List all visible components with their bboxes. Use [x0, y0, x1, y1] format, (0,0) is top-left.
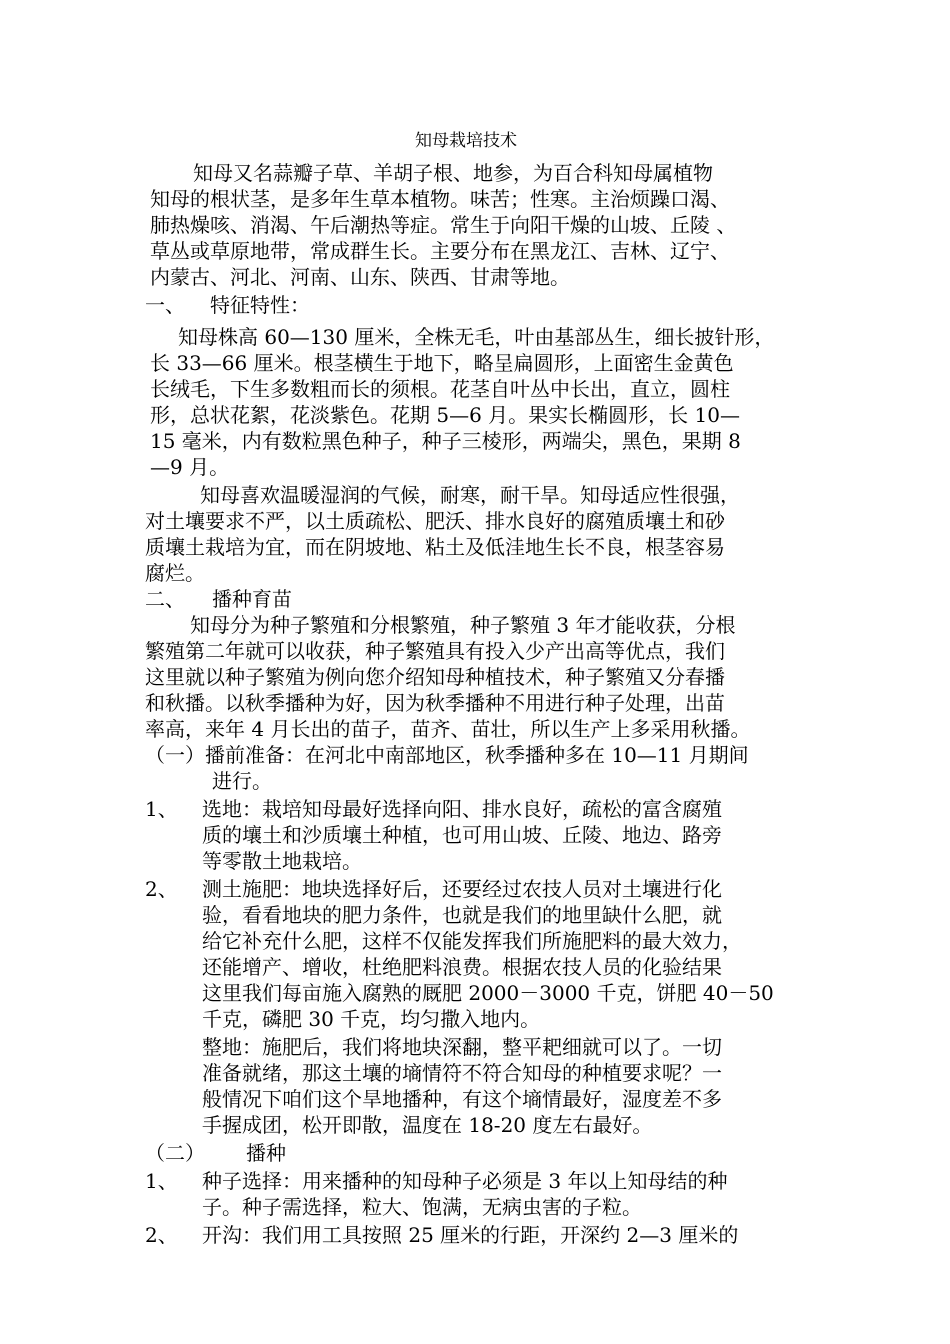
document-title: 知母栽培技术: [415, 131, 517, 151]
intro-line: 草丛或草原地带，常成群生长。主要分布在黑龙江、吉林、辽宁、: [150, 239, 730, 263]
list-item-line: 子。种子需选择，粒大、饱满，无病虫害的子粒。: [202, 1195, 642, 1219]
subsection-heading: 播种: [246, 1141, 286, 1165]
list-item-line: 还能增产、增收，杜绝肥料浪费。根据农技人员的化验结果: [202, 955, 722, 979]
intro-line: 肺热燥咳、消渴、午后潮热等症。常生于向阳干燥的山坡、丘陵 、: [150, 213, 737, 237]
body-line: —9 月。: [150, 455, 230, 479]
body-line: 繁殖第二年就可以收获，种子繁殖具有投入少产出高等优点，我们: [145, 639, 725, 663]
subsection-line: （一）播前准备：在河北中南部地区，秋季播种多在 10—11 月期间: [145, 743, 749, 767]
list-item-line: 测土施肥：地块选择好后，还要经过农技人员对土壤进行化: [202, 877, 722, 901]
list-item-line: 选地：栽培知母最好选择向阳、排水良好，疏松的富含腐殖: [202, 797, 722, 821]
list-number: 2、: [145, 1223, 178, 1247]
body-line: 般情况下咱们这个旱地播种，有这个墒情最好，湿度差不多: [202, 1087, 722, 1111]
body-line: 15 毫米，内有数粒黑色种子，种子三棱形，两端尖，黑色，果期 8: [150, 429, 741, 453]
intro-line: 知母又名蒜瓣子草、羊胡子根、地参，为百合科知母属植物: [193, 161, 713, 185]
body-line: 对土壤要求不严，以土质疏松、肥沃、排水良好的腐殖质壤土和砂: [145, 509, 725, 533]
intro-line: 知母的根状茎，是多年生草本植物。味苦；性寒。主治烦躁口渴、: [150, 187, 730, 211]
subsection-number: （二）: [145, 1141, 205, 1165]
list-item-line: 开沟：我们用工具按照 25 厘米的行距，开深约 2—3 厘米的: [202, 1223, 739, 1247]
list-item-line: 种子选择：用来播种的知母种子必须是 3 年以上知母结的种: [202, 1169, 728, 1193]
section-heading: 播种育苗: [212, 587, 292, 611]
body-line: 这里就以种子繁殖为例向您介绍知母种植技术，种子繁殖又分春播: [145, 665, 725, 689]
body-line: 知母分为种子繁殖和分根繁殖，种子繁殖 3 年才能收获，分根: [190, 613, 736, 637]
subsection-line: 进行。: [212, 769, 272, 793]
section-number: 一、: [145, 293, 185, 317]
body-line: 知母喜欢温暖湿润的气候，耐寒，耐干旱。知母适应性很强，: [200, 483, 740, 507]
body-line: 和秋播。以秋季播种为好，因为秋季播种不用进行种子处理，出苗: [145, 691, 725, 715]
list-item-line: 千克，磷肥 30 千克，均匀撒入地内。: [202, 1007, 541, 1031]
list-item-line: 验，看看地块的肥力条件，也就是我们的地里缺什么肥，就: [202, 903, 722, 927]
body-line: 形，总状花絮，花淡紫色。花期 5—6 月。果实长椭圆形，长 10—: [150, 403, 740, 427]
list-number: 2、: [145, 877, 178, 901]
list-number: 1、: [145, 797, 178, 821]
body-line: 长绒毛，下生多数粗而长的须根。花茎自叶丛中长出，直立，圆柱: [150, 377, 730, 401]
body-line: 长 33—66 厘米。根茎横生于地下，略呈扁圆形，上面密生金黄色: [150, 351, 734, 375]
section-heading: 特征特性：: [210, 293, 310, 317]
list-number: 1、: [145, 1169, 178, 1193]
body-line: 手握成团，松开即散，温度在 18-20 度左右最好。: [202, 1113, 653, 1137]
intro-line: 内蒙古、河北、河南、山东、陕西、甘肃等地。: [150, 265, 570, 289]
body-line: 知母株高 60—130 厘米，全株无毛，叶由基部丛生，细长披针形，: [178, 325, 775, 349]
list-item-line: 质的壤土和沙质壤土种植，也可用山坡、丘陵、地边、路旁: [202, 823, 722, 847]
body-line: 整地：施肥后，我们将地块深翻，整平耙细就可以了。一切: [202, 1035, 722, 1059]
section-number: 二、: [145, 587, 185, 611]
list-item-line: 等零散土地栽培。: [202, 849, 362, 873]
body-line: 准备就绪，那这土壤的墒情符不符合知母的种植要求呢？一: [202, 1061, 722, 1085]
body-line: 腐烂。: [145, 561, 205, 585]
list-item-line: 给它补充什么肥，这样不仅能发挥我们所施肥料的最大效力，: [202, 929, 742, 953]
body-line: 率高，来年 4 月长出的苗子，苗齐、苗壮，所以生产上多采用秋播。: [145, 717, 751, 741]
body-line: 质壤土栽培为宜，而在阴坡地、粘土及低洼地生长不良，根茎容易: [145, 535, 725, 559]
list-item-line: 这里我们每亩施入腐熟的厩肥 2000－3000 千克，饼肥 40－50: [202, 981, 774, 1005]
